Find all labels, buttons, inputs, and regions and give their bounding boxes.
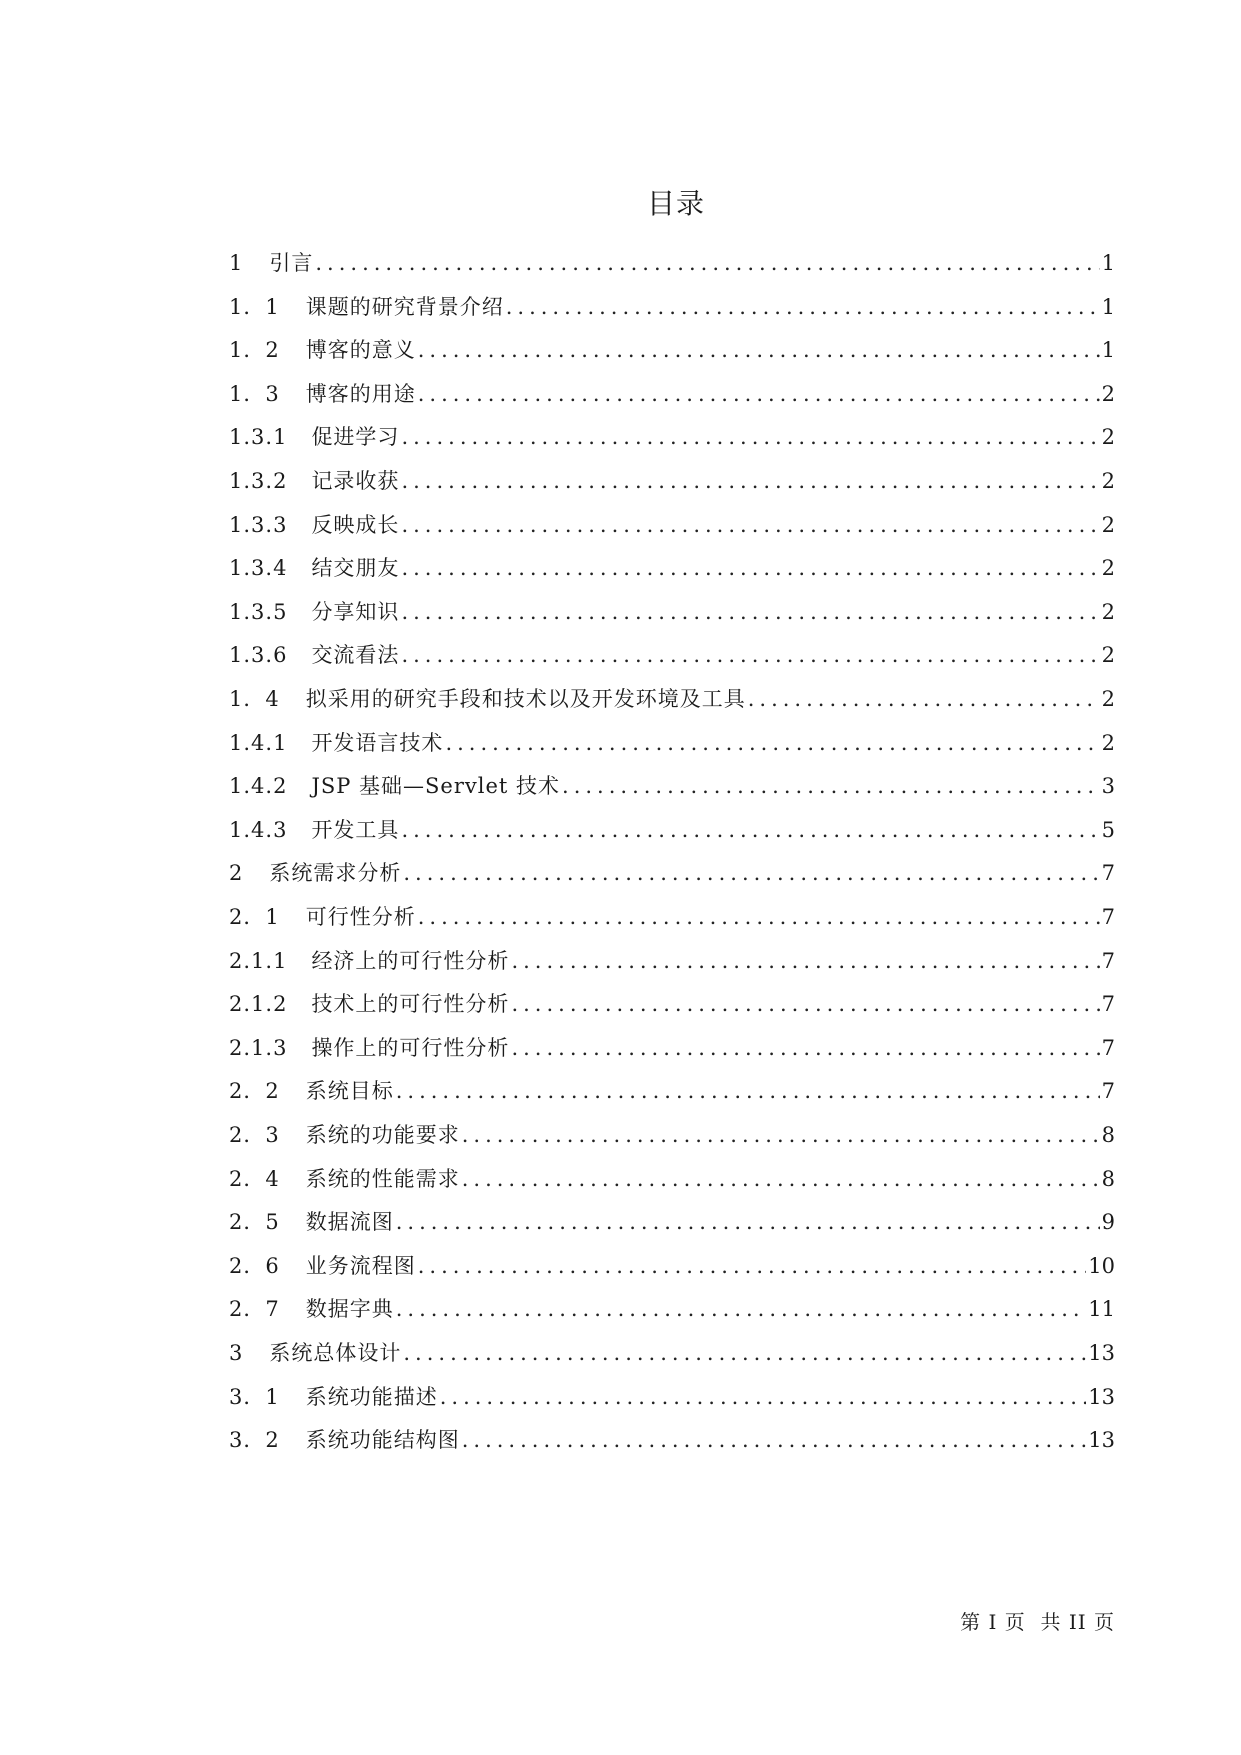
toc-entry-page-number: 5 bbox=[1101, 817, 1115, 842]
toc-dot-leader bbox=[396, 1294, 1087, 1324]
toc-entry-title: 系统的性能需求 bbox=[305, 1166, 460, 1191]
toc-entry[interactable] bbox=[229, 1251, 1115, 1281]
toc-dot-leader bbox=[401, 815, 1099, 845]
toc-entry-title: 可行性分析 bbox=[305, 905, 416, 929]
toc-entry[interactable] bbox=[229, 1338, 1115, 1368]
toc-entry-number: 2．6 bbox=[229, 1253, 280, 1278]
toc-entry-number: 1.3.4 bbox=[229, 556, 288, 581]
toc-entry[interactable] bbox=[229, 597, 1115, 627]
toc-entry-title: 业务流程图 bbox=[305, 1253, 416, 1278]
toc-entry-page-number: 7 bbox=[1101, 905, 1115, 929]
toc-entry-number: 1.3.3 bbox=[229, 512, 288, 537]
toc-entry[interactable] bbox=[229, 379, 1115, 409]
toc-entry[interactable] bbox=[229, 1120, 1115, 1150]
toc-entry-title: 系统需求分析 bbox=[269, 861, 402, 886]
toc-dot-leader bbox=[418, 1251, 1087, 1281]
toc-entry-page-number: 1 bbox=[1101, 338, 1115, 363]
toc-dot-leader bbox=[401, 422, 1099, 452]
toc-entry-page-number: 10 bbox=[1088, 1253, 1115, 1278]
toc-entry[interactable] bbox=[229, 248, 1115, 278]
toc-entry-number: 1.3.5 bbox=[229, 599, 288, 624]
toc-entry-title: 结交朋友 bbox=[311, 556, 400, 581]
toc-entry[interactable] bbox=[229, 989, 1115, 1019]
toc-dot-leader bbox=[315, 248, 1099, 278]
toc-entry-page-number: 7 bbox=[1101, 1079, 1115, 1104]
toc-entry-title: 博客的用途 bbox=[305, 381, 416, 406]
toc-dot-leader bbox=[511, 989, 1099, 1019]
toc-entry-page-number: 1 bbox=[1101, 294, 1115, 319]
toc-entry-page-number: 13 bbox=[1088, 1384, 1115, 1409]
toc-dot-leader bbox=[511, 1033, 1099, 1063]
toc-entry-page-number: 2 bbox=[1101, 730, 1115, 755]
toc-entry-page-number: 7 bbox=[1101, 992, 1115, 1017]
toc-entry-title: JSP 基础—Servlet 技术 bbox=[311, 774, 561, 799]
toc-dot-leader bbox=[506, 292, 1100, 322]
toc-dot-leader bbox=[440, 1382, 1087, 1412]
toc-entry-page-number: 7 bbox=[1101, 948, 1115, 973]
toc-entry-title: 课题的研究背景介绍 bbox=[305, 294, 504, 319]
toc-entry-title: 开发语言技术 bbox=[311, 730, 444, 755]
toc-entry-title: 博客的意义 bbox=[305, 338, 416, 363]
toc-dot-leader bbox=[748, 684, 1100, 714]
toc-entry[interactable] bbox=[229, 1033, 1115, 1063]
toc-entry[interactable] bbox=[229, 1076, 1115, 1106]
toc-entry-page-number: 9 bbox=[1101, 1210, 1115, 1235]
toc-entry-page-number: 1 bbox=[1101, 251, 1115, 275]
toc-entry[interactable] bbox=[229, 466, 1115, 496]
toc-dot-leader bbox=[418, 379, 1100, 409]
toc-entry-number: 2.1.3 bbox=[229, 1035, 288, 1060]
toc-entry-number: 2．3 bbox=[229, 1123, 280, 1147]
toc-entry-page-number: 8 bbox=[1101, 1166, 1115, 1191]
page-title: 目录 bbox=[646, 187, 705, 220]
toc-entry-page-number: 8 bbox=[1101, 1123, 1115, 1147]
toc-entry-page-number: 2 bbox=[1101, 643, 1115, 668]
toc-entry-number: 1.4.1 bbox=[229, 730, 288, 755]
toc-entry-title: 引言 bbox=[269, 251, 314, 275]
toc-entry[interactable] bbox=[229, 1164, 1115, 1194]
toc-entry-title: 系统功能描述 bbox=[305, 1384, 438, 1409]
toc-entry[interactable] bbox=[229, 771, 1115, 801]
toc-entry-page-number: 2 bbox=[1101, 512, 1115, 537]
toc-entry-number: 3 bbox=[229, 1341, 244, 1365]
toc-entry-number: 2.1.1 bbox=[229, 948, 288, 973]
toc-dot-leader bbox=[401, 640, 1099, 670]
toc-entry-title: 技术上的可行性分析 bbox=[311, 992, 510, 1017]
toc-entry-title: 分享知识 bbox=[311, 599, 400, 624]
toc-entry-number: 3．2 bbox=[229, 1428, 280, 1453]
page-footer: 第 I 页 共 II 页 bbox=[960, 1610, 1115, 1634]
toc-entry-page-number: 7 bbox=[1101, 1035, 1115, 1060]
toc-entry-page-number: 2 bbox=[1101, 469, 1115, 493]
toc-entry-number: 1．1 bbox=[229, 294, 280, 319]
toc-entry[interactable] bbox=[229, 858, 1115, 888]
toc-entry-number: 2．2 bbox=[229, 1079, 280, 1104]
toc-dot-leader bbox=[401, 597, 1099, 627]
toc-entry-page-number: 7 bbox=[1101, 861, 1115, 886]
toc-entry-page-number: 2 bbox=[1101, 599, 1115, 624]
toc-entry-title: 反映成长 bbox=[311, 512, 400, 537]
toc-entry-title: 记录收获 bbox=[311, 469, 400, 493]
toc-entry-title: 系统总体设计 bbox=[269, 1341, 402, 1365]
toc-entry[interactable] bbox=[229, 1294, 1115, 1324]
toc-entry-number: 1.4.2 bbox=[229, 774, 288, 799]
toc-entry[interactable] bbox=[229, 946, 1115, 976]
toc-entry-number: 2．7 bbox=[229, 1297, 280, 1322]
toc-entry-number: 3．1 bbox=[229, 1384, 280, 1409]
toc-dot-leader bbox=[462, 1120, 1100, 1150]
toc-entry-number: 1．4 bbox=[229, 687, 280, 711]
toc-entry-title: 数据字典 bbox=[305, 1297, 394, 1322]
toc-entry-number: 2．4 bbox=[229, 1166, 280, 1191]
toc-entry-number: 2 bbox=[229, 861, 244, 886]
toc-dot-leader bbox=[401, 553, 1099, 583]
toc-entry-title: 数据流图 bbox=[305, 1210, 394, 1235]
toc-entry-page-number: 3 bbox=[1101, 774, 1115, 799]
toc-dot-leader bbox=[445, 728, 1099, 758]
toc-dot-leader bbox=[418, 335, 1100, 365]
toc-entry-title: 系统功能结构图 bbox=[305, 1428, 460, 1453]
toc-dot-leader bbox=[562, 771, 1100, 801]
toc-dot-leader bbox=[403, 858, 1099, 888]
toc-entry-title: 交流看法 bbox=[311, 643, 400, 668]
toc-dot-leader bbox=[511, 946, 1099, 976]
toc-entry[interactable] bbox=[229, 422, 1115, 452]
toc-entry[interactable] bbox=[229, 815, 1115, 845]
toc-entry-page-number: 13 bbox=[1088, 1341, 1115, 1365]
toc-dot-leader bbox=[396, 1207, 1100, 1237]
toc-entry[interactable] bbox=[229, 1425, 1115, 1455]
toc-entry-title: 系统的功能要求 bbox=[305, 1123, 460, 1147]
toc-entry[interactable] bbox=[229, 292, 1115, 322]
toc-entry-number: 2．5 bbox=[229, 1210, 280, 1235]
toc-entry-number: 1．3 bbox=[229, 381, 280, 406]
toc-entry[interactable] bbox=[229, 640, 1115, 670]
toc-entry-title: 促进学习 bbox=[311, 425, 400, 450]
toc-entry[interactable] bbox=[229, 553, 1115, 583]
toc-entry-page-number: 13 bbox=[1088, 1428, 1115, 1453]
toc-dot-leader bbox=[418, 902, 1100, 932]
toc-entry-number: 2．1 bbox=[229, 905, 280, 929]
toc-entry-title: 操作上的可行性分析 bbox=[311, 1035, 510, 1060]
toc-entry-page-number: 2 bbox=[1101, 381, 1115, 406]
toc-entry-title: 拟采用的研究手段和技术以及开发环境及工具 bbox=[305, 687, 746, 711]
toc-entry-number: 1 bbox=[229, 251, 244, 275]
toc-entry-page-number: 11 bbox=[1088, 1297, 1115, 1322]
toc-entry-title: 经济上的可行性分析 bbox=[311, 948, 510, 973]
toc-entry[interactable] bbox=[229, 728, 1115, 758]
toc-dot-leader bbox=[401, 466, 1099, 496]
toc-entry-number: 1.3.6 bbox=[229, 643, 288, 668]
toc-entry-title: 系统目标 bbox=[305, 1079, 394, 1104]
toc-entry-number: 1.3.2 bbox=[229, 469, 288, 493]
toc-entry[interactable] bbox=[229, 902, 1115, 932]
toc-entry-title: 开发工具 bbox=[311, 817, 400, 842]
toc-entry[interactable] bbox=[229, 1382, 1115, 1412]
toc-entry-number: 1．2 bbox=[229, 338, 280, 363]
toc-dot-leader bbox=[401, 510, 1099, 540]
toc-entry-page-number: 2 bbox=[1101, 425, 1115, 450]
toc-entry-page-number: 2 bbox=[1101, 687, 1115, 711]
toc-dot-leader bbox=[462, 1164, 1100, 1194]
toc-entry-number: 1.4.3 bbox=[229, 817, 288, 842]
toc-entry-number: 2.1.2 bbox=[229, 992, 288, 1017]
toc-entry-number: 1.3.1 bbox=[229, 425, 288, 450]
toc-dot-leader bbox=[403, 1338, 1086, 1368]
toc-entry[interactable] bbox=[229, 1207, 1115, 1237]
toc-entry[interactable] bbox=[229, 335, 1115, 365]
toc-entry[interactable] bbox=[229, 510, 1115, 540]
toc-entry[interactable] bbox=[229, 684, 1115, 714]
toc-dot-leader bbox=[462, 1425, 1087, 1455]
toc-entry-page-number: 2 bbox=[1101, 556, 1115, 581]
toc-dot-leader bbox=[396, 1076, 1100, 1106]
